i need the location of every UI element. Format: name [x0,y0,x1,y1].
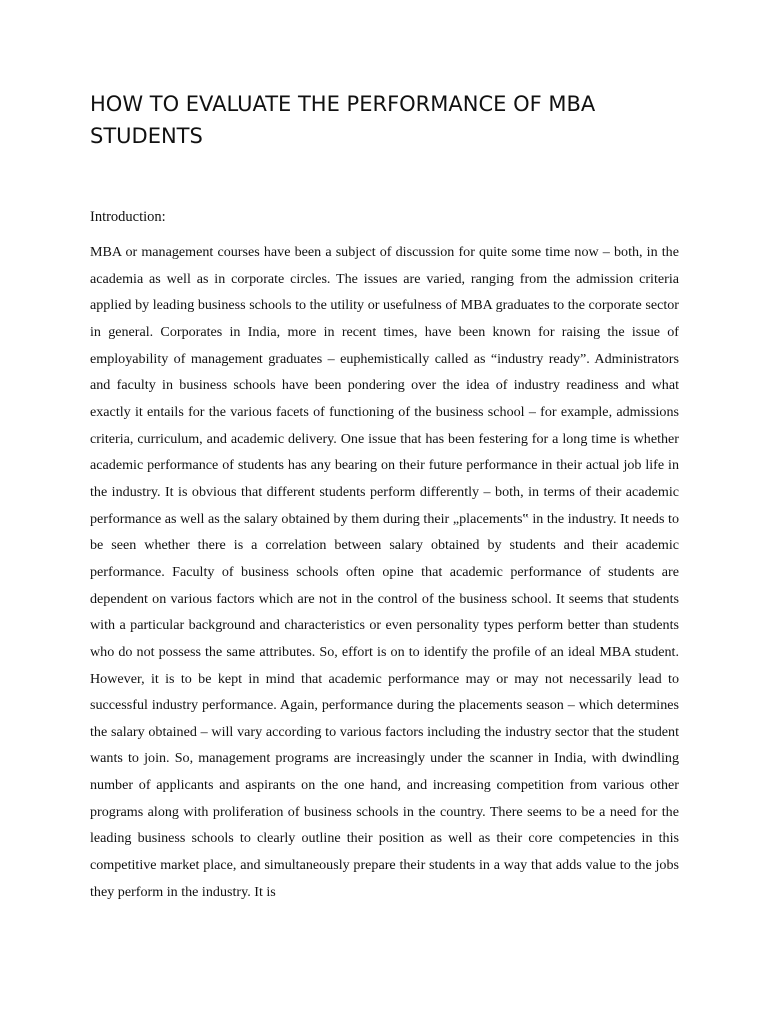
body-paragraph: MBA or management courses have been a subject of discussion for quite some time now – both, in the academia as well as in corporate circles. The issues are varied, ranging from the admission criteria applied by leading business schools to the utility or usefulness of MBA graduates to the corporate sector in general. Corporates in India, more in recent times, have been known for raising the issue of employability of management graduates – euphemistically called as “industry ready”. Administrators and faculty in business schools have been pondering over the idea of industry readiness and what exactly it entails for the various facets of functioning of the business school – for example, admissions criteria, curriculum, and academic delivery. One issue that has been festering for a long time is whether academic performance of students has any bearing on their future performance in their actual job life in the industry. It is obvious that different students perform differently – both, in terms of their academic performance as well as the salary obtained by them during their „placements‟ in the industry. It needs to be seen whether there is a correlation between salary obtained by students and their academic performance. Faculty of business schools often opine that academic performance of students are dependent on various factors which are not in the control of the business school. It seems that students with a particular background and characteristics or even personality types perform better than students who do not possess the same attributes. So, effort is on to identify the profile of an ideal MBA student. However, it is to be kept in mind that academic performance may or may not necessarily lead to successful industry performance. Again, performance during the placements season – which determines the salary obtained – will vary according to various factors including the industry sector that the student wants to join. So, management programs are increasingly under the scanner in India, with dwindling number of applicants and aspirants on the one hand, and increasing competition from various other programs along with proliferation of business schools in the country. There seems to be a need for the leading business schools to clearly outline their position as well as their core competencies in this competitive market place, and simultaneously prepare their students in a way that adds value to the jobs they perform in the industry. It is [90,244,679,900]
document-title: HOW TO EVALUATE THE PERFORMANCE OF MBA STUDENTS [90,92,596,148]
introduction-heading: Introduction: [90,209,166,225]
